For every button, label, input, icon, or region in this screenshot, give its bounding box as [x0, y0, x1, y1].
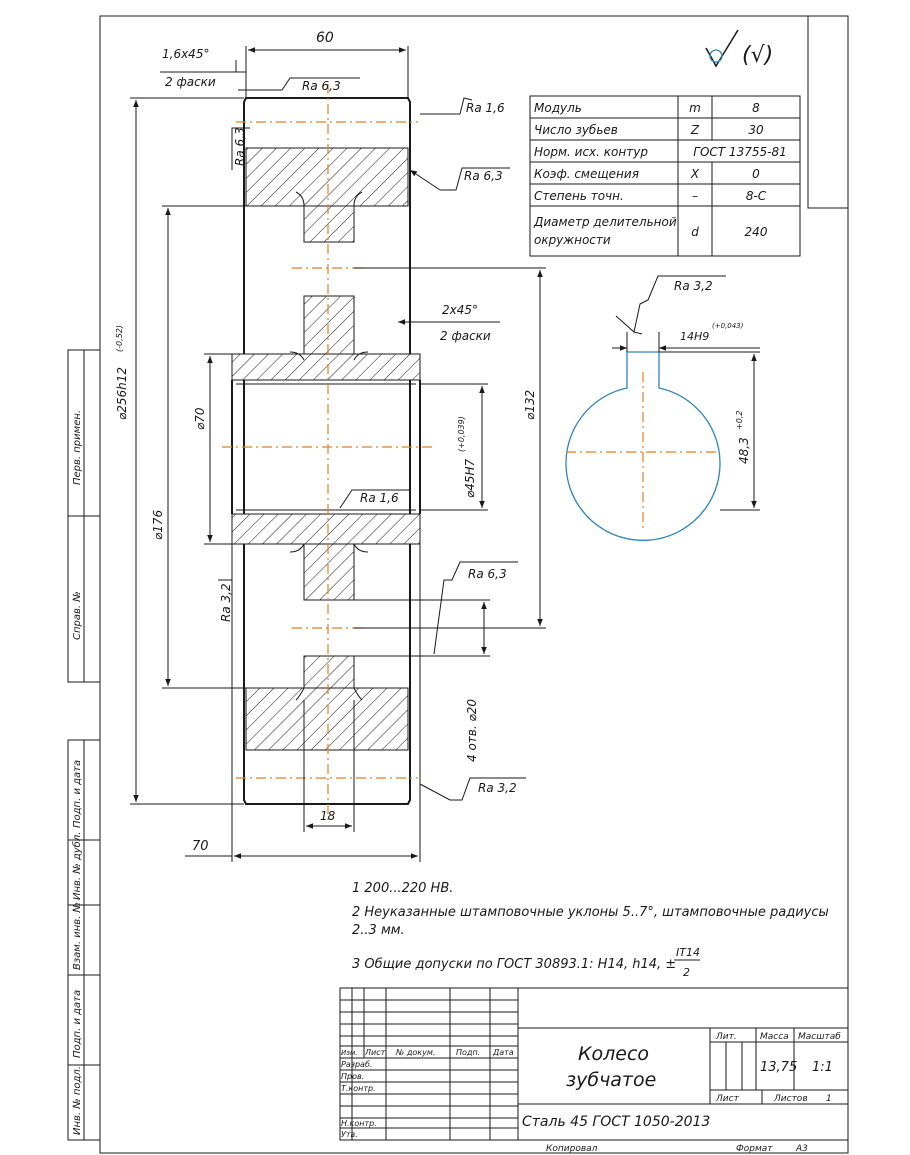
dim-chamfer-1-6: 1,6x45°	[162, 47, 210, 61]
param-symbol: –	[692, 189, 698, 203]
ra-3-2-key: Ra 3,2	[674, 279, 713, 293]
tb-listov: Листов	[774, 1094, 808, 1104]
stamp-inv-dubl: Инв. № дубл.	[72, 831, 83, 900]
tb-list: Лист	[716, 1094, 739, 1104]
param-value: 240	[744, 225, 768, 239]
dim-256-tol: (-0,52)	[115, 325, 124, 352]
dim-176: ⌀176	[151, 509, 165, 540]
param-name: Норм. исх. контур	[534, 145, 648, 159]
tb-title-line-1: Колесо	[578, 1043, 650, 1065]
ra-6-3-right: Ra 6,3	[464, 169, 503, 183]
dim-chamfer-2x45: 2x45°	[442, 303, 479, 317]
tb-title-line-2: зубчатое	[566, 1069, 657, 1091]
dim-256: ⌀256h12	[115, 366, 129, 420]
dim-chamfer-2x45-count: 2 фаски	[440, 329, 491, 343]
tb-col-list: Лист	[365, 1048, 386, 1057]
ra-3-2-left: Ra 3,2	[219, 583, 233, 622]
note-3: 3 Общие допуски по ГОСТ 30893.1: H14, h14, ±	[352, 957, 677, 972]
stamp-inv-podl: Инв. № подл.	[72, 1066, 83, 1135]
dim-key-width-tol: (+0,043)	[712, 322, 744, 330]
ra-6-3-top: Ra 6,3	[302, 79, 341, 93]
note-3-numerator: IT14	[676, 946, 700, 959]
gear-parameters-table	[530, 96, 800, 256]
technical-notes	[352, 881, 829, 979]
param-value: 30	[748, 123, 764, 137]
tb-row-utv: Утв.	[341, 1130, 358, 1139]
note-1: 1 200...220 HB.	[352, 881, 454, 896]
dim-key-width: 14H9	[680, 330, 710, 343]
tb-col-date: Дата	[493, 1048, 514, 1057]
ra-1-6-top: Ra 1,6	[466, 101, 505, 115]
tb-row-prov: Пров.	[341, 1072, 365, 1081]
param-value: 8-C	[745, 189, 767, 203]
stamp-podp-data-1: Подп. и дата	[72, 759, 83, 828]
param-name: Степень точн.	[534, 189, 624, 203]
dim-70-bottom: 70	[192, 839, 209, 854]
dim-chamfer-1-6-count: 2 фаски	[165, 75, 216, 89]
tb-col-sign: Подп.	[456, 1048, 481, 1057]
param-name: Число зубьев	[534, 123, 618, 137]
param-name-line: окружности	[534, 233, 611, 247]
tb-listov-value: 1	[826, 1094, 832, 1104]
dim-45h7-tol: (+0,039)	[457, 416, 466, 452]
dim-132: ⌀132	[523, 389, 537, 420]
general-roughness-symbol	[706, 30, 773, 68]
note-3-denominator: 2	[683, 966, 690, 979]
tb-lit: Лит.	[716, 1032, 737, 1042]
tb-col-izm: Изм.	[341, 1049, 358, 1057]
dim-key-depth-tol: +0,2	[735, 410, 744, 430]
tb-row-tkontr: Т.контр.	[341, 1084, 376, 1093]
roughness-bracket: (√)	[742, 43, 774, 68]
keyway-detail-view	[566, 276, 760, 540]
param-value: 0	[752, 167, 760, 181]
param-name: Модуль	[534, 101, 582, 115]
tb-massa: Масса	[760, 1032, 789, 1042]
ra-1-6-hub: Ra 1,6	[360, 491, 399, 505]
dim-45h7: ⌀45H7	[463, 458, 477, 498]
tb-copied: Копировал	[546, 1144, 598, 1154]
stamp-podp-data-2: Подп. и дата	[72, 989, 83, 1058]
tb-mass-value: 13,75	[760, 1060, 798, 1075]
sheet-frame	[100, 16, 848, 1153]
note-2-line-2: 2..3 мм.	[352, 923, 405, 938]
dim-holes: 4 отв. ⌀20	[465, 699, 479, 762]
note-2-line-1: 2 Неуказанные штамповочные уклоны 5..7°, штамповочные радиусы	[352, 905, 829, 920]
param-name-line: Диаметр делительной	[534, 215, 677, 229]
tb-scale-value: 1:1	[812, 1060, 833, 1075]
gear-section-view	[222, 84, 432, 820]
tb-material: Сталь 45 ГОСТ 1050-2013	[522, 1114, 711, 1130]
dim-18: 18	[320, 809, 336, 823]
ra-3-2-bottom: Ra 3,2	[478, 781, 517, 795]
tb-row-nkontr: Н.контр.	[341, 1119, 377, 1128]
stamp-vzam-inv: Взам. инв. №	[72, 902, 83, 970]
tb-format: Формат	[736, 1144, 773, 1154]
tb-masshtab: Масштаб	[798, 1032, 841, 1042]
param-symbol: ГОСТ 13755-81	[693, 145, 787, 159]
title-block	[340, 988, 848, 1154]
tb-row-razrab: Разраб.	[341, 1060, 373, 1069]
side-stamp	[68, 350, 100, 1140]
tb-format-value: А3	[796, 1144, 808, 1154]
stamp-perv-primen: Перв. примен.	[72, 409, 83, 485]
param-name: Коэф. смещения	[534, 167, 639, 181]
ra-6-3-left: Ra 6,3	[233, 127, 247, 166]
stamp-sprav: Справ. №	[72, 591, 83, 640]
dim-key-depth: 48,3	[737, 437, 751, 464]
param-symbol: d	[691, 225, 699, 239]
param-value: 8	[752, 101, 760, 115]
param-symbol: Z	[690, 123, 700, 137]
param-symbol: X	[690, 167, 700, 181]
dim-70: ⌀70	[193, 407, 207, 430]
dim-60: 60	[316, 30, 334, 46]
tb-col-doc: № докум.	[396, 1048, 436, 1057]
ra-6-3-hole: Ra 6,3	[468, 567, 507, 581]
param-symbol: m	[689, 101, 701, 115]
